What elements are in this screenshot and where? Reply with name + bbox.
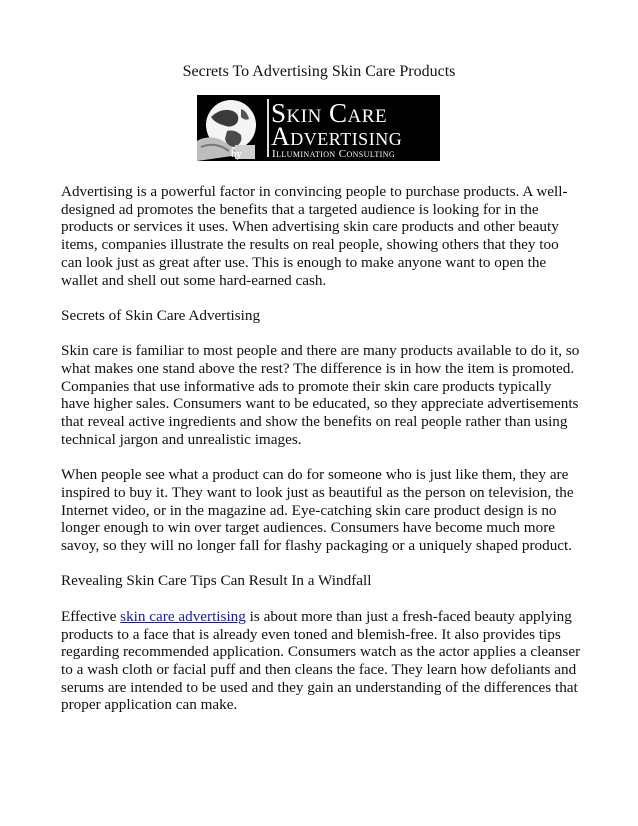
skin-care-advertising-link[interactable]: skin care advertising [120,607,246,625]
paragraph-effective-start: Effective [61,607,121,625]
logo-byline: Illumination Consulting [272,148,396,160]
paragraph-intro: Advertising is a powerful factor in convincing people to purchase products. A well-designed ad promotes the benefits that a targeted audience is looking for in the products or services it uses. When advertising skin care products and other beauty items, companies illustrate the results on real people, showing others that they too can look just as great after use. This is enough to make anyone want to open the wallet and shell out some hard-earned cash. [61,183,568,289]
skin-care-advertising-logo [197,95,440,161]
paragraph-people-see: When people see what a product can do for someone who is just like them, they are inspired to buy it. They want to look just as beautiful as the person on television, the Internet video, or in the magazine ad. Eye-catching skin care product design is no longer enough to win over target audiences. Consumers have become much more savoy, so they will no longer fall for flashy packaging or a uniquely shaped product. [61,466,574,555]
paragraph-effective-rest: is about more than just a fresh-faced beauty applying products to a face that is already even toned and blemish-free. It also provides tips regarding recommended application. Consumers watch as the actor applies a cleanser to a wash cloth or facial puff and then cleans the face. They learn how defoliants and serums are intended to be used and they gain an understanding of the differences that proper application can make. [61,607,581,714]
section-heading-revealing-tips: Revealing Skin Care Tips Can Result In a Windfall [61,572,372,590]
logo-line2: Advertising [271,122,403,151]
document-body [61,183,581,732]
paragraph-skin-care-familiar: Skin care is familiar to most people and there are many products available to do it, so what makes one stand above the rest? The difference is in how the item is promoted. Companies that use informative ads to promote their skin care products typically have higher sales. Consumers want to be educated, so they appreciate advertisements that reveal active ingredients and show the benefits on real people rather than using technical jargon and unrealistic images. [61,342,580,448]
paragraph-effective [61,608,581,714]
document-title: Secrets To Advertising Skin Care Products [182,63,456,80]
logo-line1: Skin Care [271,98,388,128]
section-heading-secrets: Secrets of Skin Care Advertising [61,306,261,324]
logo-byline-prefix: by [231,149,242,160]
